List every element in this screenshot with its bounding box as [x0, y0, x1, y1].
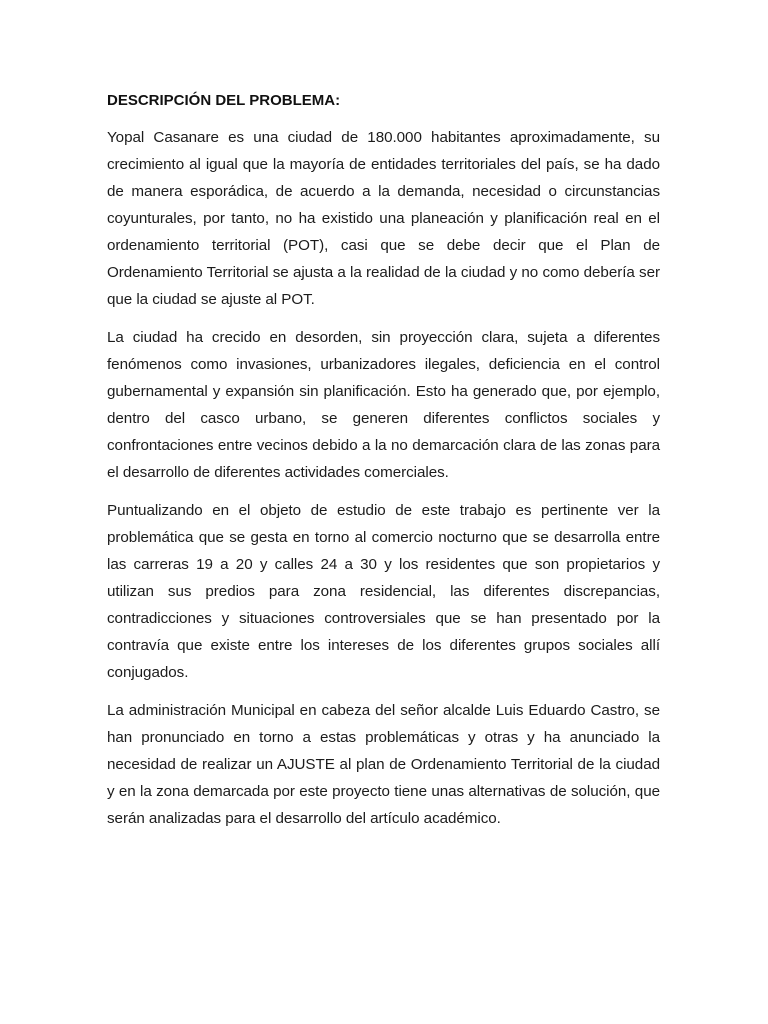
- document-body: [107, 91, 660, 843]
- paragraph-4: La administración Municipal en cabeza del señor alcalde Luis Eduardo Castro, se han pronunciado en torno a estas problemáticas y otras y ha anunciado la necesidad de realizar un AJUSTE al plan de Ordenamiento Territorial de la ciudad y en la zona demarcada por este proyecto tiene unas alternativas de solución, que serán analizadas para el desarrollo del artículo académico.: [107, 702, 660, 827]
- paragraph-1: Yopal Casanare es una ciudad de 180.000 habitantes aproximadamente, su crecimiento al igual que la mayoría de entidades territoriales del país, se ha dado de manera esporádica, de acuerdo a la demanda, necesidad o circunstancias coyunturales, por tanto, no ha existido una planeación y planificación real en el ordenamiento territorial (POT), casi que se debe decir que el Plan de Ordenamiento Territorial se ajusta a la realidad de la ciudad y no como debería ser que la ciudad se ajuste al POT.: [107, 129, 660, 308]
- paragraph-3: Puntualizando en el objeto de estudio de este trabajo es pertinente ver la problemática que se gesta en torno al comercio nocturno que se desarrolla entre las carreras 19 a 20 y calles 24 a 30 y los residentes que son propietarios y utilizan sus predios para zona residencial, las diferentes discrepancias, contradicciones y situaciones controversiales que se han presentado por la contravía que existe entre los intereses de los diferentes grupos sociales allí conjugados.: [107, 502, 660, 681]
- paragraph-2: La ciudad ha crecido en desorden, sin proyección clara, sujeta a diferentes fenómenos como invasiones, urbanizadores ilegales, deficiencia en el control gubernamental y expansión sin planificación. Esto ha generado que, por ejemplo, dentro del casco urbano, se generen diferentes conflictos sociales y confrontaciones entre vecinos debido a la no demarcación clara de las zonas para el desarrollo de diferentes actividades comerciales.: [107, 329, 660, 481]
- section-heading: DESCRIPCIÓN DEL PROBLEMA:: [107, 92, 341, 109]
